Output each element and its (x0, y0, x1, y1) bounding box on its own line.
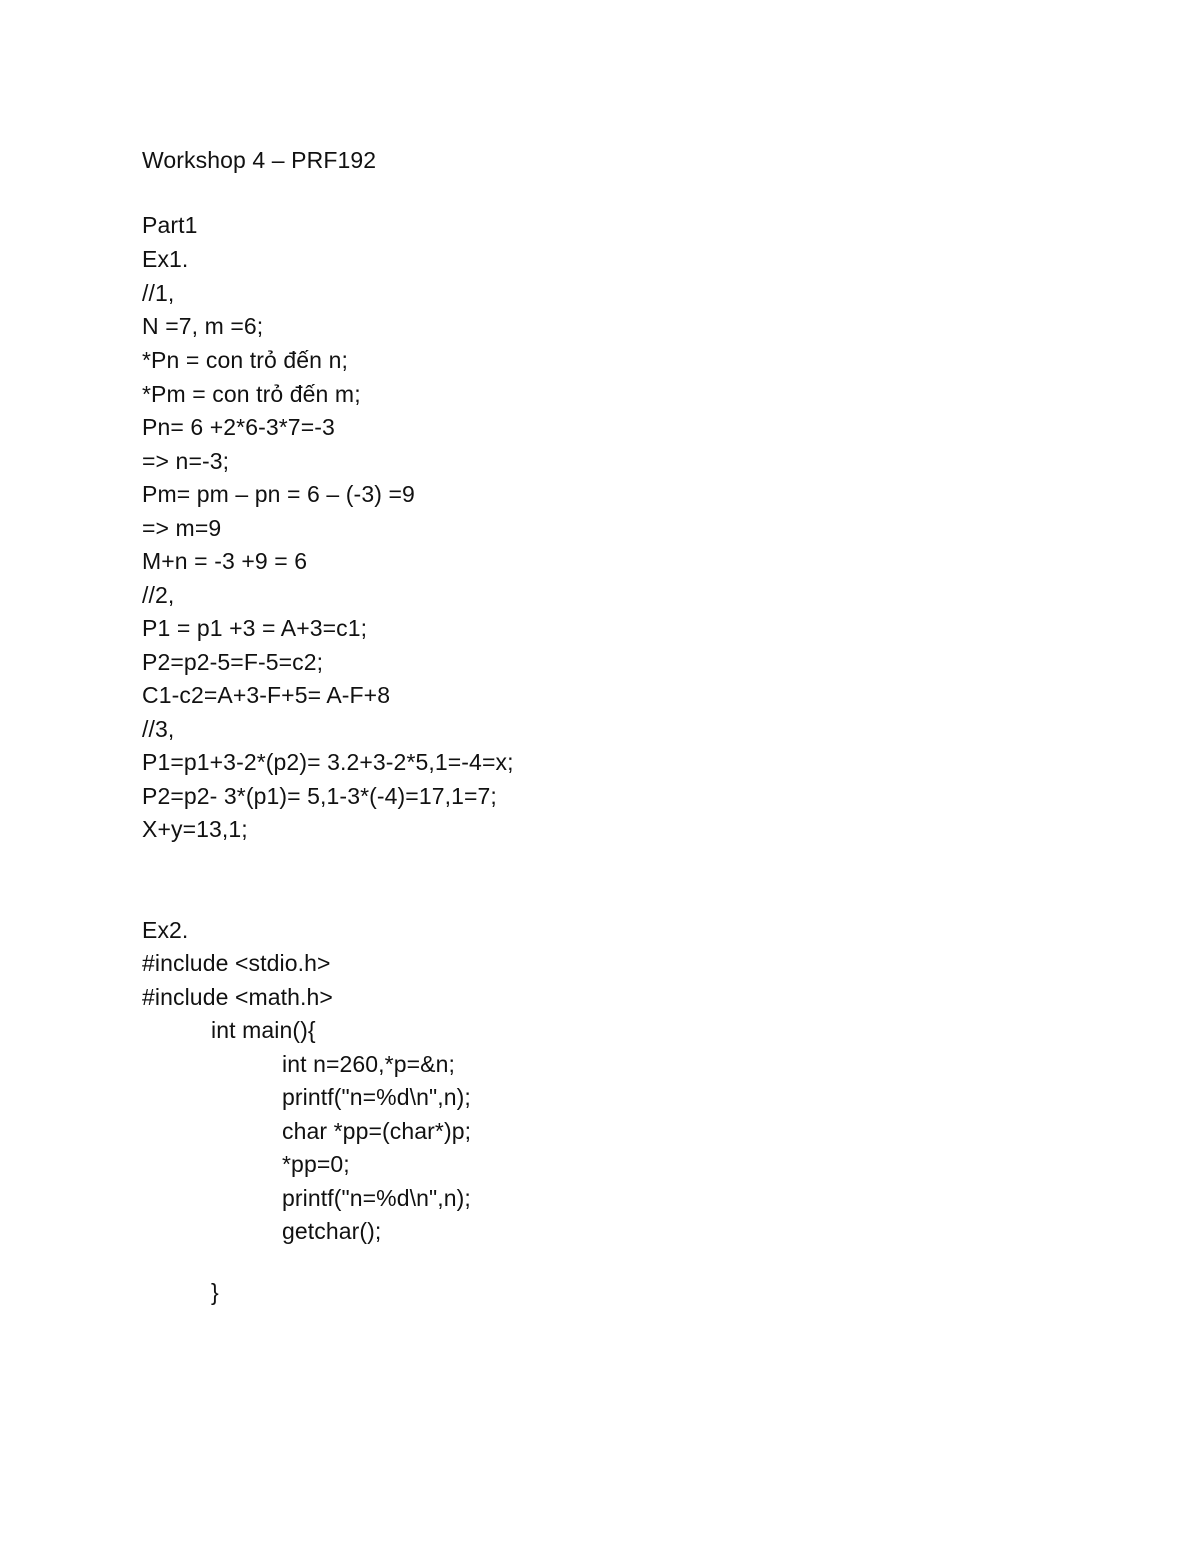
ex1-line: P1=p1+3-2*(p2)= 3.2+3-2*5,1=-4=x; (142, 749, 514, 775)
ex1-line: P2=p2-5=F-5=c2; (142, 649, 324, 675)
code-main-signature: int main(){ (211, 1017, 316, 1043)
code-line: printf("n=%d\n",n); (282, 1084, 471, 1110)
ex1-line: => n=-3; (142, 448, 230, 474)
ex1-line: Pm= pm – pn = 6 – (-3) =9 (142, 481, 415, 507)
ex1-line: P2=p2- 3*(p1)= 5,1-3*(-4)=17,1=7; (142, 783, 497, 809)
code-line: printf("n=%d\n",n); (282, 1185, 471, 1211)
ex1-line: //3, (142, 716, 175, 742)
ex1-line: M+n = -3 +9 = 6 (142, 548, 308, 574)
ex1-line: //1, (142, 280, 175, 306)
ex2-heading: Ex2. (142, 917, 189, 943)
document-title: Workshop 4 – PRF192 (142, 147, 377, 173)
ex1-line: *Pm = con trỏ đến m; (142, 381, 361, 407)
ex1-line: => m=9 (142, 515, 222, 541)
code-line: *pp=0; (282, 1151, 350, 1177)
ex1-line: P1 = p1 +3 = A+3=c1; (142, 615, 368, 641)
ex1-line: Pn= 6 +2*6-3*7=-3 (142, 414, 335, 440)
ex1-line: //2, (142, 582, 175, 608)
part-heading: Part1 (142, 212, 198, 238)
ex1-line: C1-c2=A+3-F+5= A-F+8 (142, 682, 391, 708)
code-line: char *pp=(char*)p; (282, 1118, 472, 1144)
code-line: int n=260,*p=&n; (282, 1051, 455, 1077)
ex1-line: *Pn = con trỏ đến n; (142, 347, 348, 373)
code-include-stdio: #include <stdio.h> (142, 950, 331, 976)
code-include-math: #include <math.h> (142, 984, 333, 1010)
ex1-line: X+y=13,1; (142, 816, 248, 842)
code-line: getchar(); (282, 1218, 382, 1244)
ex1-line: N =7, m =6; (142, 313, 264, 339)
code-close-brace: } (211, 1279, 219, 1305)
ex1-heading: Ex1. (142, 246, 189, 272)
